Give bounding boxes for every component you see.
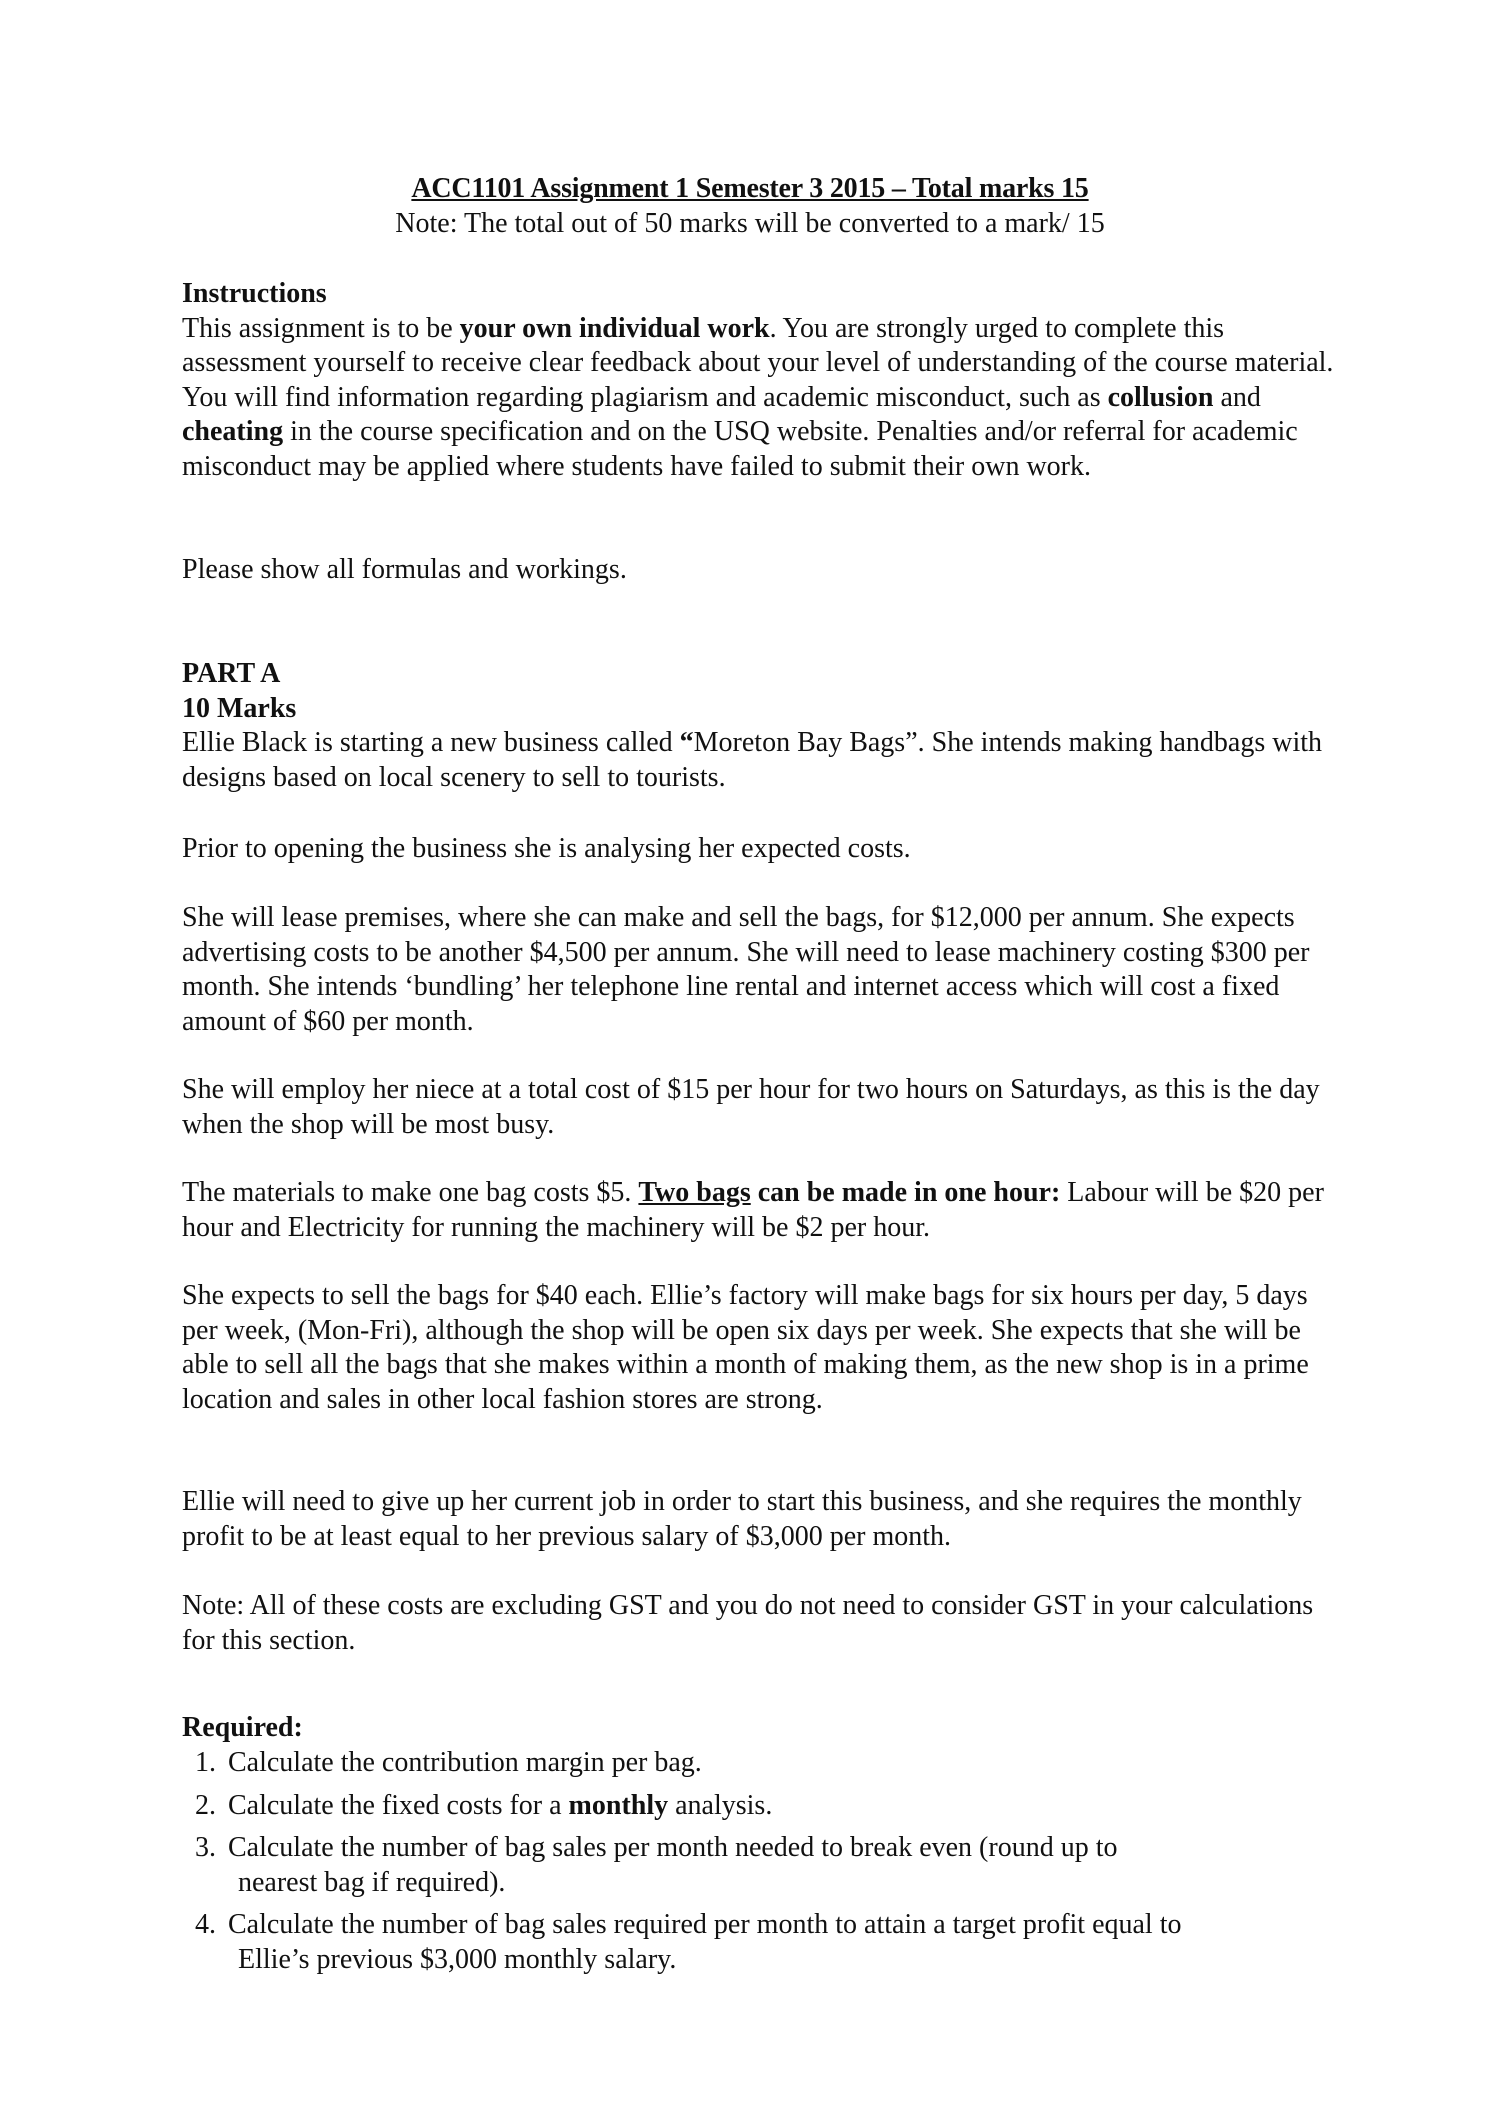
niece-paragraph — [182, 1073, 1342, 1142]
show-workings-text: Please show all formulas and workings. — [182, 554, 627, 585]
list-item — [150, 1831, 1350, 1900]
text-run: Labour will be $20 per hour and Electricity for running the machinery will be $2 per hour. — [182, 1177, 1324, 1243]
gst-text: Note: All of these costs are excluding GST and you do not need to consider GST in your calculations for this section. — [182, 1590, 1314, 1656]
gst-paragraph — [182, 1589, 1342, 1658]
part-a-marks: 10 Marks — [182, 692, 297, 724]
emphasis-two-bags: Two bags — [638, 1177, 751, 1208]
text-run: Calculate the fixed costs for a — [228, 1789, 569, 1821]
required-list — [150, 1746, 1350, 1985]
item-number: 1. — [195, 1747, 216, 1778]
prior-paragraph — [182, 832, 1342, 867]
item-text: Calculate the contribution margin per bag. — [228, 1747, 702, 1778]
text-run: Calculate the number of bag sales required per month to attain a target profit equal to — [228, 1909, 1182, 1940]
text-run: in the course specification and on the USQ website. Penalties and/or referral for academic misconduct may be applied where students have failed to submit their own work. — [182, 416, 1298, 482]
text-run: nearest bag if required). — [238, 1866, 506, 1898]
list-item — [150, 1789, 1350, 1824]
part-a-header — [182, 657, 1342, 795]
item-number: 2. — [195, 1789, 216, 1821]
text-run: “ — [679, 727, 694, 758]
lease-text: She will lease premises, where she can make and sell the bags, for $12,000 per annum. She expects advertising costs to be another $4,500 per annum. She will need to lease machinery costing $300 per month. She intends ‘bundling’ her telephone line rental and internet access which will cost a fixed amount of $60 per month. — [182, 902, 1310, 1037]
text-run: analysis. — [668, 1789, 773, 1821]
item-text — [216, 1789, 1350, 1824]
materials-paragraph — [182, 1176, 1342, 1245]
sell-text: She expects to sell the bags for $40 each. Ellie’s factory will make bags for six hours per day, 5 days per week, (Mon-Fri), although the shop will be open six days per week. She expects that she will be able to sell all the bags that she makes within a month of making them, as the new shop is in a prime location and sales in other local fashion stores are strong. — [182, 1280, 1309, 1415]
part-a-heading: PART A — [182, 658, 281, 689]
job-paragraph — [182, 1485, 1342, 1554]
prior-text: Prior to opening the business she is analysing her expected costs. — [182, 833, 911, 864]
required-heading: Required: — [182, 1712, 303, 1743]
item-text — [216, 1908, 1350, 1977]
instructions-section — [182, 277, 1342, 484]
emphasis-collusion: collusion — [1107, 381, 1214, 413]
text-run: . You are strongly urged to complete this assessment yourself to receive clear feedback about your level of understanding of the course material. You will find information regarding plagiarism and academic misconduct, such as — [182, 312, 1334, 413]
emphasis-one-hour: can be made in one hour: — [750, 1177, 1061, 1208]
emphasis-cheating: cheating — [182, 416, 284, 447]
item-number: 4. — [195, 1909, 216, 1940]
text-run: Calculate the number of bag sales per month needed to break even (round up to — [228, 1832, 1118, 1863]
item-number: 3. — [195, 1832, 216, 1863]
job-text: Ellie will need to give up her current job in order to start this business, and she requires the monthly profit to be at least equal to her previous salary of $3,000 per month. — [182, 1486, 1302, 1552]
list-item — [150, 1746, 1350, 1781]
formulas-note — [182, 553, 1342, 588]
text-run: This assignment is to be — [182, 312, 460, 344]
emphasis-own-work: your own individual work — [459, 312, 770, 344]
item-text — [216, 1831, 1350, 1900]
list-item — [150, 1908, 1350, 1977]
instructions-heading: Instructions — [182, 278, 327, 309]
lease-paragraph — [182, 901, 1342, 1039]
emphasis-monthly: monthly — [568, 1789, 669, 1821]
text-run: Ellie Black is starting a new business called — [182, 727, 680, 758]
page-title: ACC1101 Assignment 1 Semester 3 2015 – Total marks 15 — [411, 173, 1089, 204]
title-block — [0, 172, 1500, 241]
text-run: Moreton Bay Bags”. She intends making handbags with designs based on local scenery to sell to tourists. — [182, 727, 1323, 793]
required-section — [182, 1711, 1342, 1746]
part-a-intro — [182, 726, 1342, 795]
materials-text — [182, 1176, 1342, 1245]
text-run: Ellie’s previous $3,000 monthly salary. — [238, 1943, 677, 1975]
text-run: and — [1213, 381, 1261, 413]
text-run: The materials to make one bag costs $5. — [182, 1177, 639, 1208]
marks-note: Note: The total out of 50 marks will be converted to a mark/ 15 — [395, 207, 1105, 239]
instructions-paragraph — [182, 312, 1342, 485]
niece-text: She will employ her niece at a total cost of $15 per hour for two hours on Saturdays, as this is the day when the shop will be most busy. — [182, 1074, 1320, 1140]
sell-paragraph — [182, 1279, 1342, 1417]
